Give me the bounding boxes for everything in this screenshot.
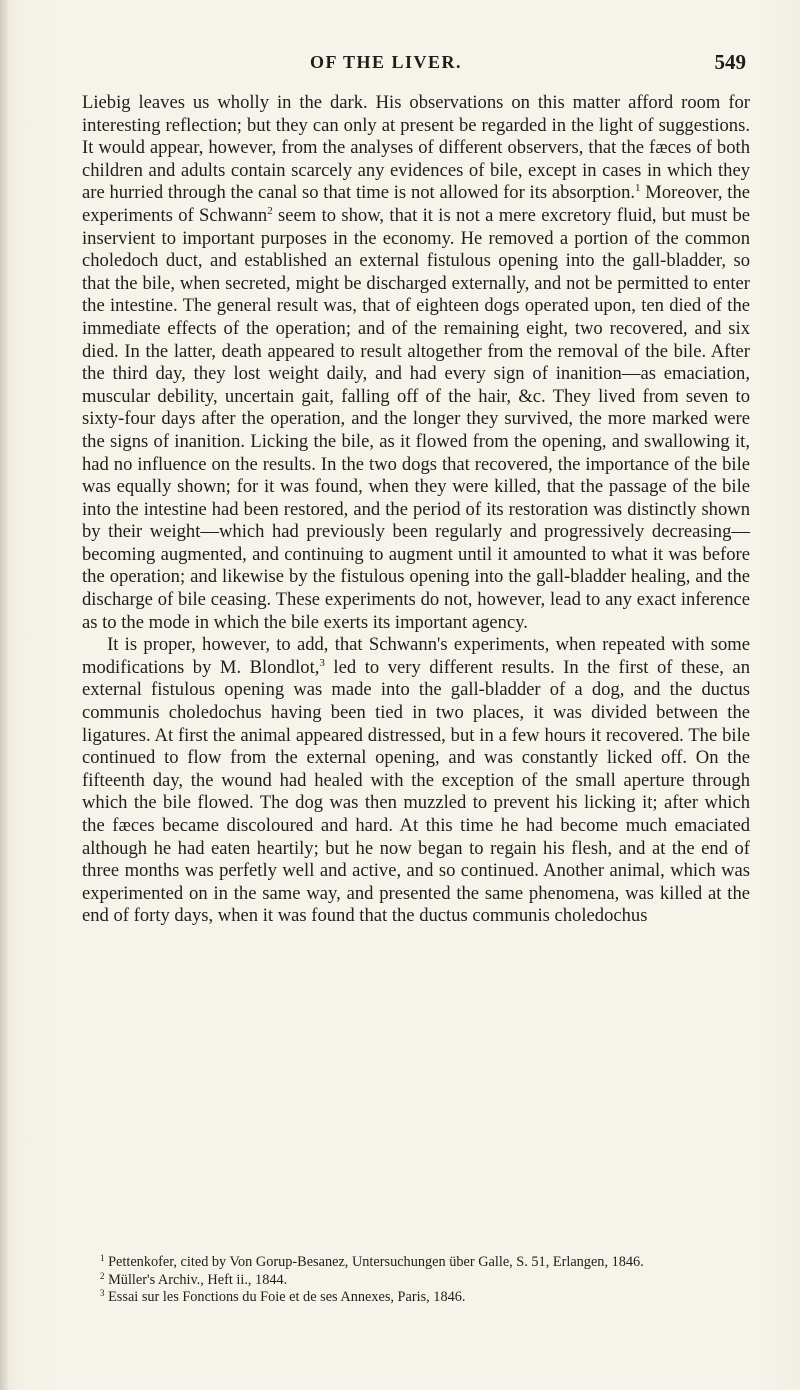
footnote (82, 1254, 750, 1272)
page-gutter-shadow (0, 0, 8, 1390)
footnote-text: Müller's Archiv., Heft ii., 1844. (108, 1271, 288, 1288)
body-text (82, 92, 750, 928)
footnote (82, 1289, 750, 1307)
paragraph-text: It is proper, however, to add, that Schwann's experiments, when repeated with some modifications by M. Blondlot, (82, 634, 751, 678)
page-number: 549 (714, 50, 746, 74)
footnote-marker: 3 (319, 656, 325, 669)
paragraph-text: Moreover, the experiments of Schwann (82, 182, 750, 226)
page-header (80, 50, 746, 80)
paragraph-text: seem to show, that it is not a mere excretory fluid, but must be inservient to important purposes in the economy. He removed a portion of the common choledoch duct, and established an external fistulous opening into the gall-bladder, so that the bile, when secreted, might be discharged externally, and not be permitted to enter the intestine. The general result was, that of eighteen dogs operated upon, ten died of the immediate effects of the operation; and of the remaining eight, two recovered, and six died. In the latter, death appeared to result altogether from the removal of the bile. After the third day, they lost weight daily, and had every sign of inanition—as emaciation, muscular debility, uncertain gait, falling off of the hair, &c. They lived from seven to sixty-four days after the operation, and the longer they survived, the more marked were the signs of inanition. Licking the bile, as it flowed from the opening, and swallowing it, had no influence on the results. In the two dogs that recovered, the importance of the bile was equally shown; for it was found, when they were killed, that the passage of the bile into the intestine had been restored, and the period of its restoration was distinctly shown by their weight—which had previously been regularly and progressively decreasing—becoming augmented, and continuing to augment until it amounted to what it was before the operation; and likewise by the fistulous opening into the gall-bladder healing, and the discharge of bile ceasing. These experiments do not, however, lead to any exact inference as to the mode in which the bile exerts its important agency. (82, 204, 750, 633)
footnotes (82, 1254, 750, 1307)
footnote-text: Essai sur les Fonctions du Foie et de ses Annexes, Paris, 1846. (108, 1289, 466, 1305)
footnote-text: Pettenkofer, cited by Von Gorup-Besanez, Untersuchungen über Galle, S. 51, Erlangen, 1846. (108, 1254, 644, 1270)
paragraph-text: Liebig leaves us wholly in the dark. His observations on this matter afford room for interesting reflection; but they can only at present be regarded in the light of suggestions. It would appear, however, from the analyses of different observers, that the fæces of both children and adults contain scarcely any evidences of bile, except in cases in which they are hurried through the canal so that time is not allowed for its absorption. (82, 92, 750, 204)
footnote (82, 1272, 750, 1290)
paragraph-text: led to very different results. In the first of these, an external fistulous opening was made into the gall-bladder of a dog, and the ductus communis choledochus having been tied in two places, it was divided between the ligatures. At first the animal appeared distressed, but in a few hours it recovered. The bile continued to flow from the external opening, and was constantly licked off. On the fifteenth day, the wound had healed with the exception of the small aperture through which the bile flowed. The dog was then muzzled to prevent his licking it; after which the fæces became discoloured and hard. At this time he had become much emaciated although he had eaten heartily; but he now began to regain his flesh, and at the end of three months was perfetly well and active, and so continued. Another animal, which was experimented on in the same way, and presented the same phenomena, was killed at the end of forty days, when it was found that the ductus communis choledochus (82, 656, 750, 927)
footnote-number: 3 (100, 1288, 105, 1298)
running-head: OF THE LIVER. (310, 52, 463, 72)
paragraph (82, 634, 750, 928)
paragraph (82, 92, 750, 634)
footnote-number: 1 (100, 1253, 105, 1263)
footnote-number: 2 (100, 1270, 105, 1281)
footnote-marker: 1 (635, 182, 641, 195)
footnote-marker: 2 (267, 204, 273, 217)
